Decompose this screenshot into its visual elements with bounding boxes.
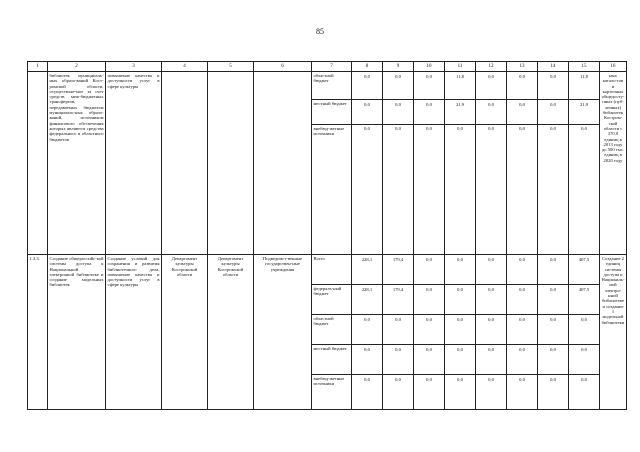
- value-cell: 0,0: [414, 72, 445, 100]
- header-cell: 6: [254, 62, 312, 72]
- event-name-cell: Создание общероссийс-кой системы доступа к Национальной электронной библиотеке и создание модельных библиотек: [48, 255, 106, 410]
- value-cell: 0,0: [476, 255, 507, 285]
- value-cell: 0,0: [445, 345, 476, 375]
- value-cell: 0,0: [352, 315, 383, 345]
- header-cell: 16: [600, 62, 627, 72]
- value-cell: 0,0: [352, 100, 383, 125]
- goal-cell: Создание условий для сохранения и развития библиотечного дела, повышение качества и доступности услуг в сфере культуры: [106, 255, 162, 410]
- value-cell: 0,0: [476, 285, 507, 315]
- value-cell: 0,0: [507, 100, 538, 125]
- header-cell: 15: [569, 62, 600, 72]
- value-cell: 0,0: [507, 315, 538, 345]
- value-cell: 0,0: [383, 100, 414, 125]
- value-cell: 179,4: [383, 285, 414, 315]
- value-cell: 0,0: [476, 315, 507, 345]
- value-cell: 0,0: [476, 375, 507, 410]
- customer-cell: [162, 72, 208, 255]
- value-cell: 0,0: [507, 125, 538, 255]
- table-row: [28, 72, 627, 100]
- value-cell: 0,0: [538, 100, 569, 125]
- total-cell: 0,0: [569, 315, 600, 345]
- value-cell: 0,0: [507, 255, 538, 285]
- header-cell: 1: [28, 62, 48, 72]
- value-cell: 0,0: [538, 72, 569, 100]
- table-row: [28, 255, 627, 285]
- value-cell: 0,0: [476, 125, 507, 255]
- funding-source-cell: местный бюджет: [312, 100, 352, 125]
- value-cell: 0,0: [507, 375, 538, 410]
- header-row: [28, 62, 627, 72]
- total-cell: 21,9: [569, 100, 600, 125]
- budget-table: [27, 61, 627, 410]
- result-cell: ных катало-гов и карточных общедосту-пных (пуб-личных) библиотек Костром-ской области с 370,0 единиц в 2013 году до 500 тыс. единиц в 2020 году: [600, 72, 627, 255]
- value-cell: 0,0: [476, 72, 507, 100]
- value-cell: 179,4: [383, 255, 414, 285]
- value-cell: 0,0: [352, 345, 383, 375]
- header-cell: 3: [106, 62, 162, 72]
- header-cell: 14: [538, 62, 569, 72]
- value-cell: 0,0: [352, 375, 383, 410]
- funding-source-cell: областной бюджет: [312, 72, 352, 100]
- value-cell: 0,0: [383, 315, 414, 345]
- value-cell: 0,0: [414, 375, 445, 410]
- header-cell: 9: [383, 62, 414, 72]
- executor-cell: [254, 72, 312, 255]
- value-cell: 0,0: [476, 100, 507, 125]
- result-cell: Создание 2 единиц системы доступа к Националь-ной электро-нной библиотеке и создание 1 модельной библиотеки: [600, 255, 627, 410]
- value-cell: 0,0: [507, 72, 538, 100]
- value-cell: 0,0: [445, 375, 476, 410]
- header-cell: 4: [162, 62, 208, 72]
- value-cell: 0,0: [445, 255, 476, 285]
- value-cell: 0,0: [414, 315, 445, 345]
- goal-cell: повышение качества и доступности услуг в сфере культуры: [106, 72, 162, 255]
- row-number-cell: 1.3.3.: [28, 255, 48, 410]
- value-cell: 0,0: [538, 255, 569, 285]
- value-cell: 0,0: [414, 125, 445, 255]
- value-cell: 0,0: [414, 100, 445, 125]
- value-cell: 0,0: [445, 285, 476, 315]
- total-cell: 0,0: [569, 125, 600, 255]
- value-cell: 0,0: [507, 285, 538, 315]
- header-cell: 13: [507, 62, 538, 72]
- value-cell: 0,0: [538, 345, 569, 375]
- total-cell: 407,5: [569, 285, 600, 315]
- value-cell: 0,0: [383, 375, 414, 410]
- value-cell: 0,0: [414, 285, 445, 315]
- value-cell: 0,0: [445, 125, 476, 255]
- header-cell: 10: [414, 62, 445, 72]
- value-cell: 228,1: [352, 255, 383, 285]
- value-cell: 0,0: [383, 125, 414, 255]
- value-cell: 228,1: [352, 285, 383, 315]
- value-cell: 21,9: [445, 100, 476, 125]
- customer-cell: Департамент культуры Костромской области: [162, 255, 208, 410]
- value-cell: 0,0: [507, 345, 538, 375]
- header-cell: 5: [208, 62, 254, 72]
- value-cell: 0,0: [538, 125, 569, 255]
- header-cell: 11: [445, 62, 476, 72]
- value-cell: 0,0: [414, 255, 445, 285]
- total-cell: 11,8: [569, 72, 600, 100]
- event-name-cell: библиотек муниципаль-ных образо-ваний Кост-ромской области, осуществляе-мое за счет средств меж-бюджетных трансфертов, передаваемых бюджетам муниципаль-ных образо-ваний, источником финансового обеспечения которых являются средства федерального и областного бюджетов: [48, 72, 106, 255]
- header-cell: 8: [352, 62, 383, 72]
- value-cell: 0,0: [383, 345, 414, 375]
- header-cell: 7: [312, 62, 352, 72]
- value-cell: 0,0: [445, 315, 476, 345]
- total-cell: 407,5: [569, 255, 600, 285]
- value-cell: 0,0: [538, 375, 569, 410]
- value-cell: 0,0: [538, 285, 569, 315]
- responsible-cell: Департамент культуры Костромской области: [208, 255, 254, 410]
- funding-source-cell: федераль-ный бюджет: [312, 285, 352, 315]
- total-cell: 0,0: [569, 345, 600, 375]
- responsible-cell: [208, 72, 254, 255]
- funding-source-cell: областной бюджет: [312, 315, 352, 345]
- row-number-cell: [28, 72, 48, 255]
- value-cell: 0,0: [414, 345, 445, 375]
- value-cell: 11,8: [445, 72, 476, 100]
- value-cell: 0,0: [352, 72, 383, 100]
- funding-source-cell: внебюд-жетные источники: [312, 375, 352, 410]
- value-cell: 0,0: [538, 315, 569, 345]
- value-cell: 0,0: [352, 125, 383, 255]
- header-cell: 2: [48, 62, 106, 72]
- page-number: 85: [316, 27, 324, 36]
- header-cell: 12: [476, 62, 507, 72]
- funding-source-cell: Всего: [312, 255, 352, 285]
- funding-source-cell: местный бюджет: [312, 345, 352, 375]
- executor-cell: Подведомст-венные государствен-ные учреждения: [254, 255, 312, 410]
- funding-source-cell: внебюд-жетные источники: [312, 125, 352, 255]
- total-cell: 0,0: [569, 375, 600, 410]
- value-cell: 0,0: [476, 345, 507, 375]
- value-cell: 0,0: [383, 72, 414, 100]
